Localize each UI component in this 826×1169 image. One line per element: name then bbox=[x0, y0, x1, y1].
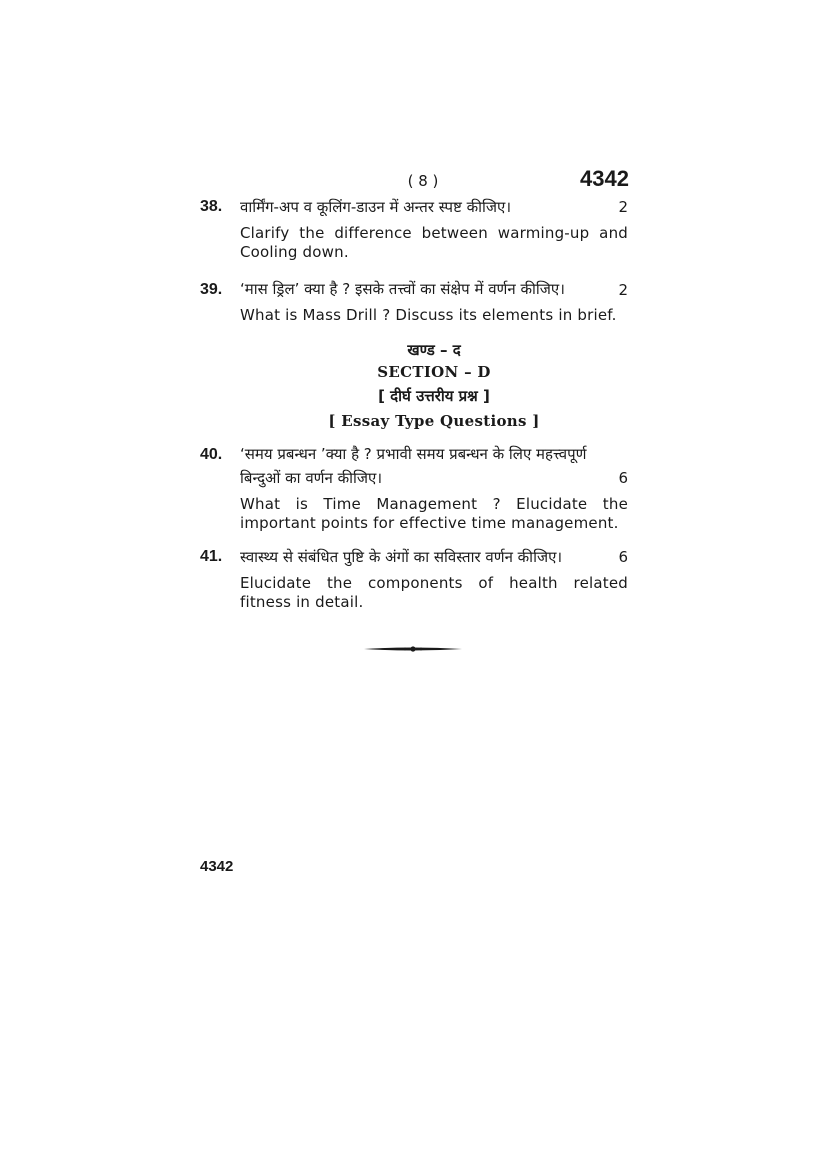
question-40-number: 40. bbox=[200, 446, 223, 463]
end-ornament-divider bbox=[364, 643, 462, 655]
paper-code-footer: 4342 bbox=[200, 858, 234, 875]
question-39-english: What is Mass Drill ? Discuss its elements in brief. bbox=[240, 306, 617, 324]
question-38-marks: 2 bbox=[618, 198, 628, 216]
question-39-marks: 2 bbox=[618, 281, 628, 299]
question-38-english: Clarify the difference between warming-up and Cooling down. bbox=[240, 224, 628, 261]
question-38-number: 38. bbox=[200, 198, 223, 215]
question-41-number: 41. bbox=[200, 548, 223, 565]
section-subtitle-english: [ Essay Type Questions ] bbox=[328, 412, 540, 430]
question-41-marks: 6 bbox=[618, 548, 628, 566]
section-title-hindi: खण्ड – द bbox=[407, 341, 461, 359]
page-number: ( 8 ) bbox=[407, 172, 439, 190]
question-40-marks: 6 bbox=[618, 469, 628, 487]
question-41-hindi: स्वास्थ्य से संबंधित पुष्टि के अंगों का सविस्तार वर्णन कीजिए। bbox=[240, 548, 563, 566]
question-40-english: What is Time Management ? Elucidate the important points for effective time management. bbox=[240, 495, 628, 532]
question-39-hindi: ‘मास ड्रिल’ क्या है ? इसके तत्त्वों का संक्षेप में वर्णन कीजिए। bbox=[240, 280, 565, 298]
question-41-english: Elucidate the components of health related fitness in detail. bbox=[240, 574, 628, 611]
question-40-hindi-line1: ‘समय प्रबन्धन ’क्या है ? प्रभावी समय प्रबन्धन के लिए महत्त्वपूर्ण bbox=[240, 445, 587, 463]
question-40-hindi-line2: बिन्दुओं का वर्णन कीजिए। bbox=[240, 469, 383, 487]
question-38-hindi: वार्मिंग-अप व कूलिंग-डाउन में अन्तर स्पष्ट कीजिए। bbox=[240, 198, 512, 216]
section-subtitle-hindi: [ दीर्घ उत्तरीय प्रश्न ] bbox=[378, 387, 490, 405]
section-title-english: SECTION – D bbox=[377, 363, 491, 381]
question-39-number: 39. bbox=[200, 281, 223, 298]
paper-code-header: 4342 bbox=[580, 166, 629, 191]
